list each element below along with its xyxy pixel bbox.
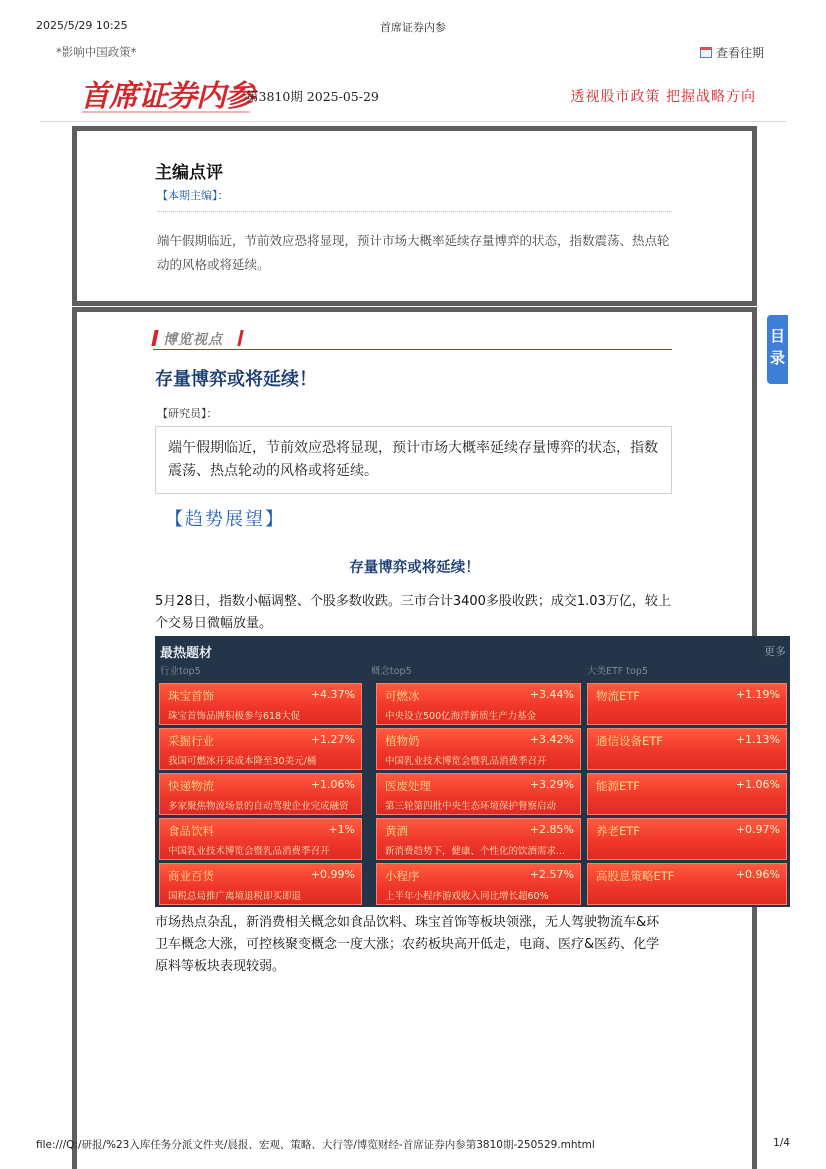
cell-pct: +0.99% [310, 868, 355, 881]
cell-name: 小程序 [385, 869, 420, 883]
chief-editor-label [157, 187, 229, 203]
cell-desc: 多家聚焦物流场景的自动驾驶企业完成融资 [168, 801, 349, 812]
column-header-concept: 概念top5 [371, 666, 412, 677]
toc-tab-line1: 目 [769, 327, 785, 345]
board-more-link[interactable]: 更多 [764, 645, 786, 658]
print-header [36, 19, 790, 35]
hot-cell[interactable] [159, 863, 362, 905]
cell-desc: 中国乳业技术博览会暨乳品消费季召开 [385, 756, 547, 767]
print-page-title: 首席证券内参 [380, 21, 446, 34]
board-title: 最热题材 [160, 646, 213, 661]
editorial-body: 端午假期临近，节前效应恐将显现，预计市场大概率延续存量博弈的状态，指数震荡、热点轮动的风格或将延续。 [157, 233, 670, 272]
calendar-icon [700, 47, 712, 58]
editorial-title: 主编点评 [155, 163, 223, 183]
hot-cell[interactable] [159, 683, 362, 725]
cell-name: 能源ETF [596, 779, 640, 793]
cell-name: 快递物流 [168, 779, 214, 793]
cell-desc: 我国可燃冰开采成本降至30美元/桶 [168, 756, 317, 767]
hot-cell[interactable] [587, 728, 787, 770]
cell-name: 养老ETF [596, 824, 640, 838]
cell-pct: +2.85% [529, 823, 574, 836]
cell-name: 高股息策略ETF [596, 869, 675, 883]
cell-name: 医废处理 [385, 779, 431, 793]
cell-pct: +4.37% [310, 688, 355, 701]
policy-tag: *影响中国政策* [56, 45, 137, 59]
cell-pct: +0.96% [735, 868, 780, 881]
cell-pct: +1% [328, 823, 355, 836]
cell-desc: 国税总局推广离境退税即买即退 [168, 891, 302, 902]
hot-cell[interactable] [159, 773, 362, 815]
hot-cell[interactable] [159, 818, 362, 860]
cell-name: 珠宝首饰 [168, 689, 214, 703]
toc-tab-line2: 录 [769, 349, 785, 367]
slogan: 透视股市政策 把握战略方向 [570, 89, 756, 105]
cell-name: 植物奶 [385, 734, 420, 748]
hot-cell[interactable] [587, 818, 787, 860]
hot-cell[interactable] [587, 863, 787, 905]
cell-desc: 珠宝首饰品牌积极参与618大促 [168, 711, 301, 722]
column-header-industry: 行业top5 [160, 666, 201, 677]
market-paragraph: 5月28日，指数小幅调整、个股多数收跌。三市合计3400多股收跌；成交1.03万亿，较上个交易日微幅放量。 [155, 594, 671, 631]
cell-desc: 中国乳业技术博览会暨乳品消费季召开 [168, 846, 330, 857]
cell-name: 商业百货 [168, 869, 214, 883]
cell-pct: +1.13% [735, 733, 780, 746]
cell-name: 通信设备ETF [596, 734, 663, 748]
hot-cell[interactable] [587, 683, 787, 725]
section-accent-right [237, 330, 243, 346]
cell-pct: +2.57% [529, 868, 574, 881]
article-title: 存量博弈或将延续！ [155, 369, 317, 390]
toc-tab[interactable] [767, 315, 788, 384]
cell-desc: 第三轮第四批中央生态环境保护督察启动 [385, 801, 557, 812]
cell-pct: +1.19% [735, 688, 780, 701]
issue-number-date: 第3810期 2025-05-29 [246, 89, 379, 104]
section-accent-left [151, 330, 158, 346]
hot-topics-board [155, 636, 790, 907]
hot-cell[interactable] [376, 728, 581, 770]
cell-pct: +1.06% [735, 778, 780, 791]
cell-desc: 中央设立500亿海洋新质生产力基金 [385, 711, 537, 722]
column-header-etf: 大类ETF top5 [587, 666, 648, 677]
cell-desc: 上半年小程序游戏收入同比增长超60% [385, 891, 549, 902]
hot-cell[interactable] [159, 728, 362, 770]
print-page-number: 1/4 [773, 1137, 790, 1149]
print-timestamp: 2025/5/29 10:25 [36, 19, 128, 32]
cell-name: 采掘行业 [168, 734, 214, 748]
hotspot-paragraph: 市场热点杂乱，新消费相关概念如食品饮料、珠宝首饰等板块领涨，无人驾驶物流车&环卫车概念大涨，可控核聚变概念一度大涨；农药板块高开低走，电商、医疗&医药、化学原料等板块表现较弱。 [155, 915, 660, 974]
section-label: 博览视点 [163, 332, 223, 348]
hot-cell[interactable] [587, 773, 787, 815]
section-header [153, 326, 672, 350]
hot-cell[interactable] [376, 863, 581, 905]
print-footer [36, 1137, 790, 1153]
chief-editor-colon: ： [217, 189, 229, 202]
cell-pct: +3.42% [529, 733, 574, 746]
print-url: file:///Q:/研报/%23入库任务分派文件夹/晨报、宏观、策略、大行等/博览财经-首席证券内参第3810期-250529.mhtml [36, 1139, 595, 1151]
cell-name: 物流ETF [596, 689, 640, 703]
researcher-label: 【研究员】： [157, 407, 218, 420]
cell-pct: +3.44% [529, 688, 574, 701]
top-bar [40, 42, 786, 62]
trend-heading: 【趋势展望】 [165, 509, 285, 530]
cell-desc: 新消费趋势下，健康、个性化的饮酒需求... [385, 846, 566, 857]
archive-label: 查看往期 [715, 46, 764, 60]
hot-cell[interactable] [376, 773, 581, 815]
divider [157, 211, 672, 212]
hot-cell[interactable] [376, 818, 581, 860]
cell-pct: +0.97% [735, 823, 780, 836]
cell-pct: +3.29% [529, 778, 574, 791]
cell-name: 可燃冰 [385, 689, 420, 703]
cell-pct: +1.27% [310, 733, 355, 746]
cell-name: 黄酒 [385, 824, 408, 838]
chief-editor-link[interactable]: 【本期主编】 [157, 189, 218, 202]
hot-cell[interactable] [376, 683, 581, 725]
article-summary: 端午假期临近，节前效应恐将显现，预计市场大概率延续存量博弈的状态，指数震荡、热点轮动的风格或将延续。 [155, 426, 672, 494]
archive-link[interactable] [700, 44, 764, 61]
editorial-panel [72, 126, 757, 306]
cell-name: 食品饮料 [168, 824, 214, 838]
masthead [40, 66, 786, 122]
article-subtitle: 存量博弈或将延续！ [349, 560, 480, 576]
cell-pct: +1.06% [310, 778, 355, 791]
publication-logo: 首席证券内参 [80, 71, 254, 115]
